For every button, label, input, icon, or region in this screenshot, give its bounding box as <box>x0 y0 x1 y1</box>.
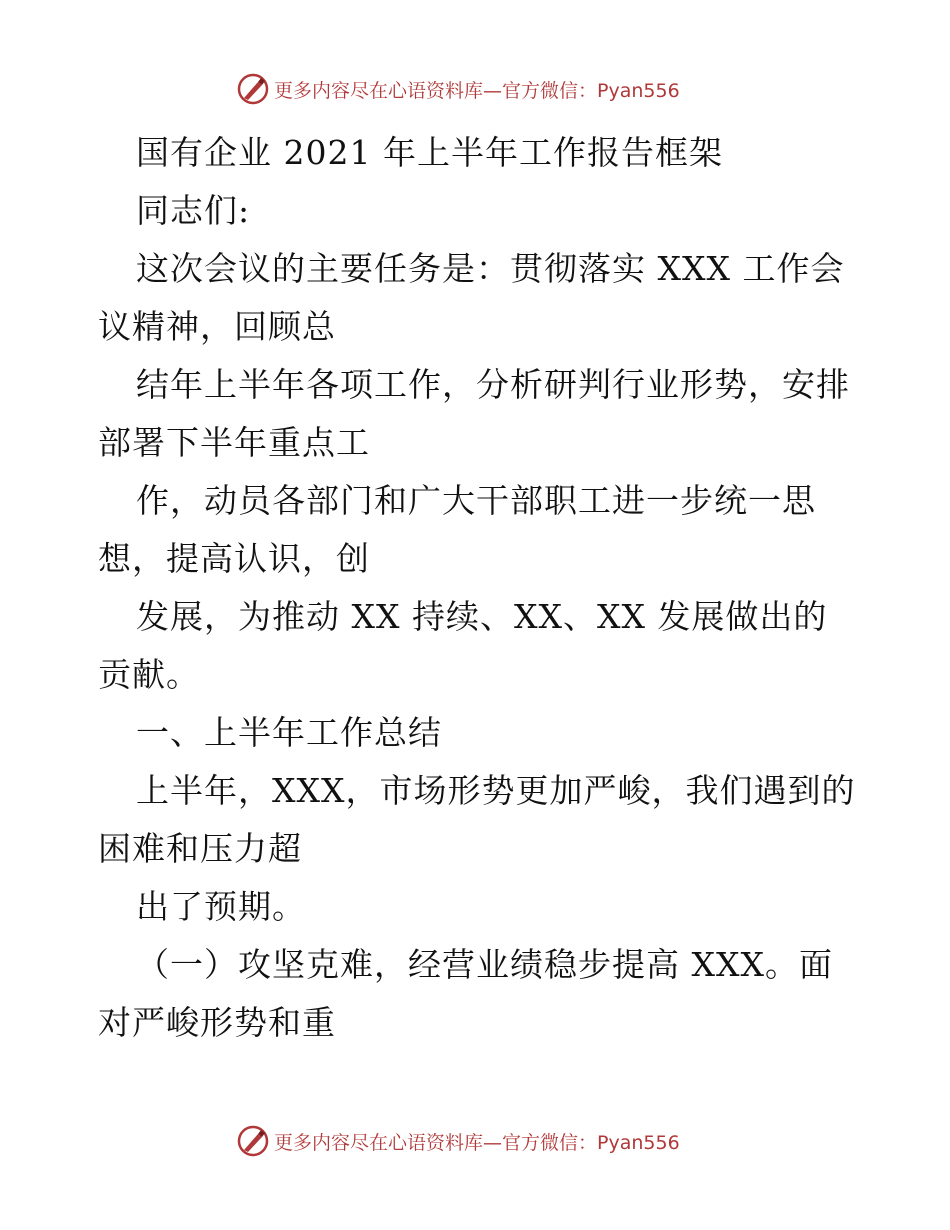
document-title: 国有企业 2021 年上半年工作报告框架 <box>136 133 723 172</box>
paragraph: （一）攻坚克难，经营业绩稳步提高 XXX。面对严峻形势和重 <box>98 945 833 1042</box>
pen-logo-icon <box>236 1124 270 1158</box>
footer-watermark-banner <box>236 1124 756 1158</box>
header-watermark-text: 更多内容尽在心语资料库—官方微信：Pyan556 <box>274 79 680 102</box>
paragraph: 上半年，XXX，市场形势更加严峻，我们遇到的困难和压力超 <box>98 771 856 868</box>
paragraph: 出了预期。 <box>136 887 306 926</box>
paragraph: 这次会议的主要任务是：贯彻落实 XXX 工作会议精神，回顾总 <box>98 249 845 346</box>
header-watermark-banner <box>236 72 756 106</box>
footer-watermark-text: 更多内容尽在心语资料库—官方微信：Pyan556 <box>274 1131 680 1154</box>
paragraph: 发展，为推动 XX 持续、XX、XX 发展做出的贡献。 <box>98 597 828 694</box>
document-body <box>98 124 858 1052</box>
paragraph: 作，动员各部门和广大干部职工进一步统一思想，提高认识，创 <box>98 481 816 578</box>
paragraph: 结年上半年各项工作，分析研判行业形势，安排部署下半年重点工 <box>98 365 850 462</box>
section-heading: 一、上半年工作总结 <box>136 713 442 752</box>
paragraph: 同志们: <box>136 191 251 230</box>
pen-logo-icon <box>236 72 270 106</box>
